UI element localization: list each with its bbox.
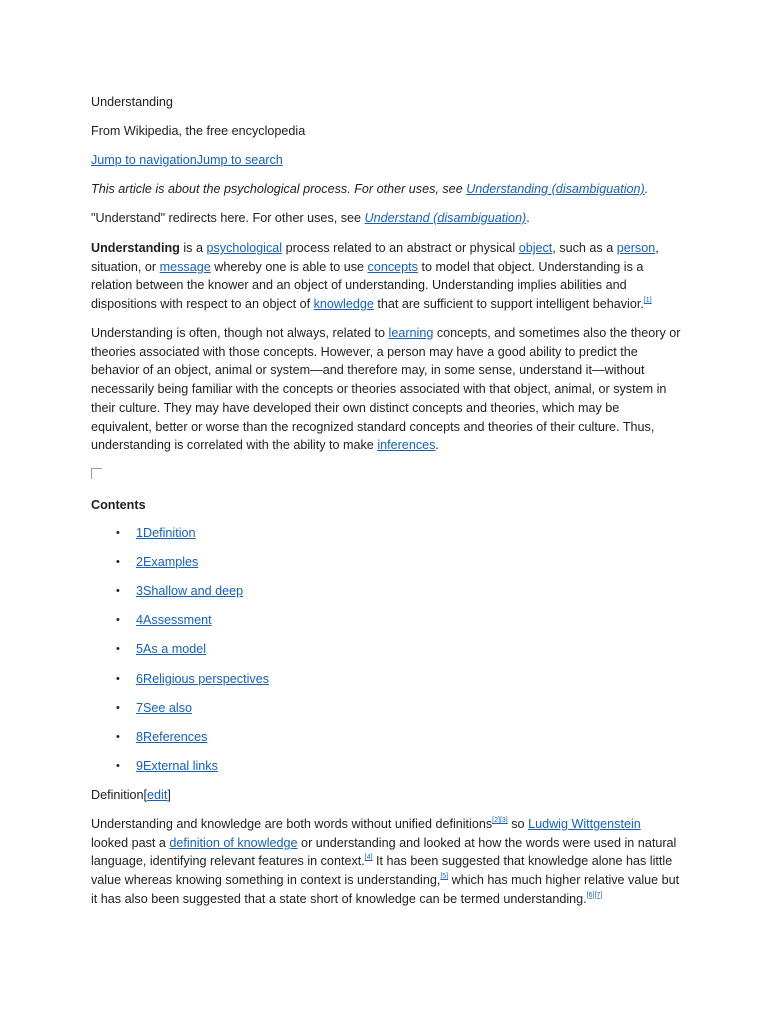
toc-references-link[interactable]: 8References (136, 730, 208, 744)
toc-see-also-link[interactable]: 7See also (136, 701, 193, 715)
toc-examples-link[interactable]: 2Examples (136, 555, 199, 569)
text: concepts, and sometimes also the theory or theories associated with those concepts. However, a person may have a good ability to predict the behavior of an object, animal or system—and therefore may, in some sense, understand it—without necessarily being familiar with the concepts or theories associated with that object, animal, or system in their culture. They may have developed their own distinct concepts and theories, which may be equivalent, better or worse than the recognized standard concepts and theories of their culture. Thus, understanding is correlated with the ability to make (91, 326, 681, 453)
lead-term: Understanding (91, 241, 180, 255)
text: so (507, 817, 529, 831)
hatnote-period: . (526, 211, 530, 225)
citation (440, 873, 448, 880)
text: process related to an abstract or physical (282, 241, 519, 255)
ref-6-7-link[interactable]: [6][7] (586, 891, 603, 899)
ref-5-link[interactable]: [5] (440, 873, 449, 881)
bullet-icon: • (116, 585, 120, 597)
toc-as-a-model-link[interactable]: 5As a model (136, 642, 207, 656)
text: . (435, 438, 439, 453)
jump-to-navigation-link[interactable]: Jump to navigation (91, 153, 197, 167)
bullet-icon: • (116, 731, 120, 743)
bullet-icon: • (116, 673, 120, 685)
text: , situation, or (91, 241, 659, 274)
toc-religious-perspectives-link[interactable]: 6Religious perspectives (136, 672, 270, 686)
jump-to-search-link[interactable]: Jump to search (196, 153, 283, 167)
ref-1-link[interactable]: [1] (643, 297, 652, 305)
hatnote-period: . (644, 182, 649, 196)
definition-paragraph (91, 815, 681, 909)
bullet-icon: • (116, 556, 120, 568)
hatnote-text: "Understand" redirects here. For other uses, see (91, 211, 365, 225)
bullet-icon: • (116, 614, 120, 626)
message-link[interactable]: message (159, 259, 211, 274)
knowledge-link[interactable]: knowledge (313, 297, 374, 312)
object-link[interactable]: object (518, 241, 553, 255)
learning-link[interactable]: learning (388, 326, 434, 340)
citation (587, 892, 603, 899)
text: Understanding and knowledge are both words without unified definitions (91, 817, 493, 831)
text: which has much higher relative value but it has also been suggested that a state short of knowledge can be termed understanding. (91, 873, 680, 906)
toc-external-links-link[interactable]: 9External links (136, 759, 218, 773)
text: to model that object. Understanding is a relation between the knower and an object of understanding. Understanding implies abilities and dispositions with respect to an object of (91, 259, 644, 312)
concepts-link[interactable]: concepts (367, 259, 418, 274)
text: is a (179, 241, 207, 255)
understanding-disambiguation-link[interactable]: Understanding (disambiguation) (466, 182, 645, 196)
text: or understanding and looked at how the words were used in natural language, identifying relevant features in context. (91, 835, 677, 869)
citation (365, 854, 373, 861)
text: It has been suggested that knowledge alone has little value whereas knowing something in context is understanding, (91, 854, 673, 888)
ref-4-link[interactable]: [4] (364, 854, 373, 862)
text: whereby one is able to use (210, 259, 368, 274)
bullet-icon: • (116, 643, 120, 655)
hatnote-redirect (91, 209, 530, 227)
bracket: ] (167, 788, 171, 802)
text: Understanding is often, though not always, related to (91, 326, 389, 340)
hatnote-text: This article is about the psychological process. For other uses, see (91, 182, 467, 196)
bullet-icon: • (116, 527, 120, 539)
tagline: From Wikipedia, the free encyclopedia (91, 124, 306, 138)
person-link[interactable]: person (616, 241, 656, 255)
psychological-link[interactable]: psychological (206, 241, 283, 255)
edit-section-link[interactable]: edit (147, 788, 168, 802)
bracket: [ (143, 788, 148, 802)
definition-of-knowledge-link[interactable]: definition of knowledge (169, 835, 298, 850)
citation (492, 817, 508, 824)
understand-disambiguation-link[interactable]: Understand (disambiguation) (364, 211, 527, 225)
intro-paragraph-1 (91, 239, 681, 314)
toc-shallow-deep-link[interactable]: 3Shallow and deep (136, 584, 244, 598)
ref-2-3-link[interactable]: [2][3] (492, 817, 508, 824)
toc-toggle-checkbox[interactable] (91, 468, 102, 479)
text: looked past a (91, 835, 170, 850)
intro-paragraph-2 (91, 324, 681, 455)
inferences-link[interactable]: inferences (377, 438, 436, 453)
toc-definition-link[interactable]: 1Definition (136, 526, 196, 540)
text: , such as a (552, 241, 617, 255)
page-title: Understanding (91, 95, 173, 109)
contents-heading: Contents (91, 498, 146, 512)
section-heading-definition (91, 786, 171, 804)
jump-links (91, 151, 283, 169)
section-title: Definition (91, 788, 144, 802)
citation (644, 297, 652, 304)
hatnote-disambiguation (91, 180, 648, 198)
bullet-icon: • (116, 702, 120, 714)
bullet-icon: • (116, 760, 120, 772)
ludwig-wittgenstein-link[interactable]: Ludwig Wittgenstein (528, 817, 641, 831)
toc-assessment-link[interactable]: 4Assessment (136, 613, 212, 627)
text: that are sufficient to support intelligent behavior. (373, 297, 644, 312)
